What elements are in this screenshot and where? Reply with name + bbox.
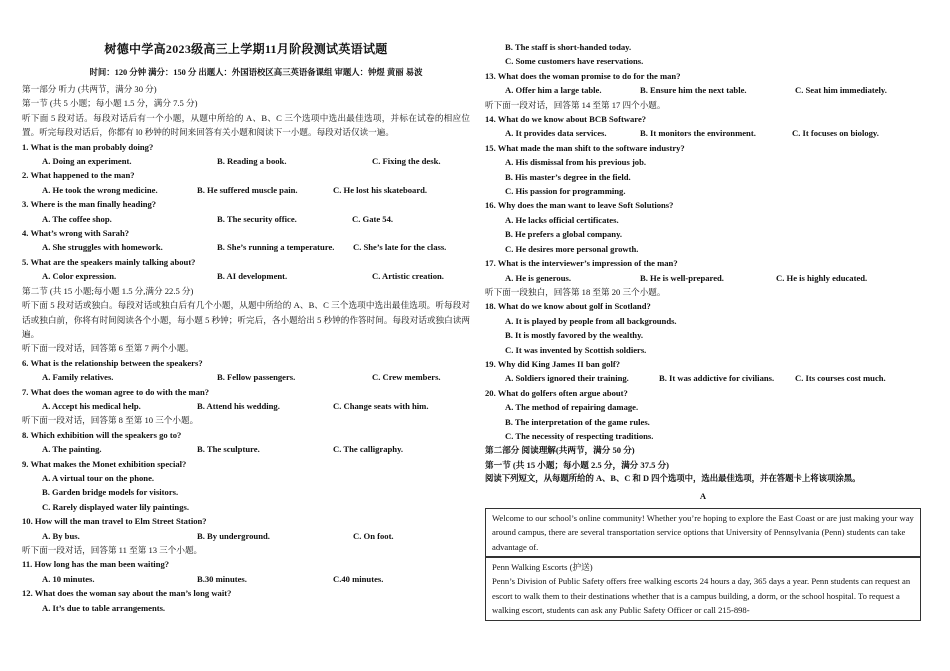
part2-section1-heading: 第一节 (共 15 小题；每小题 2.5 分，满分 37.5 分) [485, 459, 670, 470]
listen-instruction-6: 听下面一段对话，回答第 6 至第 7 两个小题。 [22, 343, 194, 354]
question-15-option-b: B. His master’s degree in the field. [505, 171, 631, 182]
question-20: 20. What do golfers often argue about? [485, 387, 628, 398]
question-2-options [22, 183, 470, 197]
option-b: B. By underground. [197, 530, 270, 541]
option-a: A. Doing an experiment. [42, 156, 132, 167]
option-a: A. Family relatives. [42, 372, 114, 383]
option-b: B. Attend his wedding. [197, 400, 280, 411]
part2-instructions: 阅读下列短文，从每题所给的 A、B、C 和 D 四个选项中，选出最佳选项，并在答题卡上将该项涂黑。 [485, 474, 861, 484]
question-19: 19. Why did King James II ban golf? [485, 358, 620, 369]
question-2: 2. What happened to the man? [22, 170, 135, 181]
option-b: B. It was addictive for civilians. [659, 373, 775, 384]
option-a: A. The coffee shop. [42, 213, 112, 224]
option-c: C. Artistic creation. [372, 271, 444, 282]
question-9-option-b: B. Garden bridge models for visitors. [42, 487, 179, 498]
walking-escorts-text: Penn’s Division of Public Safety offers free walking escorts 24 hours a day, 365 days a year. Penn students can request an escort to walk them to their destinations whether that is a campus building, a dorm, or the school hospital. To request a walking escort, students can ask any Public Safety Officer or call 215-898- [492, 576, 911, 616]
question-1-options [22, 154, 470, 168]
option-a: A. Soldiers ignored their training. [505, 373, 629, 384]
question-16-option-c: C. He desires more personal growth. [505, 243, 639, 254]
question-4-options [22, 240, 470, 254]
question-4: 4. What’s wrong with Sarah? [22, 228, 130, 239]
exam-meta: 时间：120 分钟 满分：150 分 出题人：外国语校区高三英语备课组 审题人：钟煜 黄丽 易波 [89, 68, 423, 77]
option-c: C. She’s late for the class. [353, 242, 447, 253]
question-18: 18. What do we know about golf in Scotland? [485, 301, 651, 312]
question-7-options [22, 399, 470, 413]
passage-label: A [699, 490, 707, 501]
option-b: B. AI development. [217, 271, 288, 282]
page-title: 树德中学高2023级高三上学期11月阶段测试英语试题 [104, 42, 388, 56]
question-6: 6. What is the relationship between the speakers? [22, 357, 203, 368]
question-16-option-b: B. He prefers a global company. [505, 229, 623, 240]
question-5-options [22, 269, 470, 283]
question-19-options [485, 371, 921, 385]
question-17: 17. What is the interviewer’s impression of the man? [485, 258, 678, 269]
question-12: 12. What does the woman say about the man’s long wait? [22, 588, 232, 599]
part2-heading: 第二部分 阅读理解(共两节，满分 50 分) [485, 445, 635, 456]
walking-escorts-title: Penn Walking Escorts (护送) [492, 562, 593, 572]
question-11-options [22, 572, 470, 586]
option-c: C. On foot. [353, 530, 394, 541]
question-7: 7. What does the woman agree to do with the man? [22, 386, 210, 397]
option-c: C. He is highly educated. [776, 272, 868, 283]
question-15-option-c: C. His passion for programming. [505, 186, 626, 197]
option-b: B. Ensure him the next table. [640, 85, 747, 96]
listen-instruction-11: 听下面一段对话，回答第 11 至第 13 三个小题。 [22, 545, 203, 555]
question-10: 10. How will the man travel to Elm Street Station? [22, 516, 207, 527]
option-b: B. He is well-prepared. [640, 272, 724, 283]
question-15-option-a: A. His dismissal from his previous job. [505, 157, 647, 168]
option-c: C. Fixing the desk. [372, 156, 441, 167]
option-b: B. The security office. [217, 213, 297, 224]
left-flow [22, 82, 470, 615]
option-a: A. By bus. [42, 530, 80, 541]
listen-instruction-8: 听下面一段对话，回答第 8 至第 10 三个小题。 [22, 415, 199, 426]
question-13-options [485, 83, 921, 97]
option-a: A. She struggles with homework. [42, 242, 163, 253]
option-c: C. The calligraphy. [333, 444, 404, 455]
option-a: A. 10 minutes. [42, 573, 95, 584]
question-6-options [22, 370, 470, 384]
option-b: B. He suffered muscle pain. [197, 184, 298, 195]
question-18-option-a: A. It is played by people from all backgrounds. [505, 315, 677, 326]
question-8-options [22, 442, 470, 456]
question-11: 11. How long has the man been waiting? [22, 559, 170, 570]
walking-escorts-box [485, 557, 921, 621]
question-20-option-a: A. The method of repairing damage. [505, 402, 639, 413]
question-12-option-a: A. It’s due to table arrangements. [42, 602, 166, 613]
option-c: C. Gate 54. [352, 213, 394, 224]
question-14-options [485, 126, 921, 140]
question-8: 8. Which exhibition will the speakers go to? [22, 429, 182, 440]
question-3-options [22, 212, 470, 226]
section1-heading: 第一节 (共 5 小题；每小题 1.5 分，满分 7.5 分) [22, 98, 198, 109]
option-a: A. Accept his medical help. [42, 400, 141, 411]
question-1: 1. What is the man probably doing? [22, 141, 154, 152]
option-b: B. Fellow passengers. [217, 372, 296, 383]
question-5: 5. What are the speakers mainly talking about? [22, 256, 196, 267]
question-12-option-b: B. The staff is short-handed today. [505, 42, 632, 52]
question-9: 9. What makes the Monet exhibition special? [22, 458, 187, 469]
passage-intro-text: Welcome to our school’s online community! Whether you’re hoping to explore the East Coast or are just making your way around campus, there are several transportation service options that University of Pennsylvania (Penn) students can take advantage of. [492, 513, 914, 552]
option-b: B. Reading a book. [217, 156, 287, 167]
question-9-option-a: A. A virtual tour on the phone. [42, 472, 155, 483]
section2-instructions: 听下面 5 段对话或独白。每段对话或独白后有几个小题，从题中所给的 A、B、C 三个选项中选出最佳选项。听每段对话或独白前，你将有时间阅读各个小题，每小题 5 秒钟；听完后，各小题给出 5 秒钟的作答时间。每段对话或独白读两遍。 [22, 300, 470, 339]
option-a: A. It provides data services. [505, 128, 607, 139]
section2-heading: 第二节 (共 15 小题;每小题 1.5 分,满分 22.5 分) [22, 285, 194, 296]
question-20-option-b: B. The interpretation of the game rules. [505, 416, 650, 427]
listen-instruction-14: 听下面一段对话，回答第 14 至第 17 四个小题。 [485, 99, 666, 110]
question-20-option-c: C. The necessity of respecting traditions. [505, 430, 654, 441]
question-13: 13. What does the woman promise to do for the man? [485, 70, 681, 81]
option-c: C. Crew members. [372, 372, 441, 383]
option-c: C. Change seats with him. [333, 400, 429, 411]
question-16: 16. Why does the man want to leave Soft Solutions? [485, 200, 674, 211]
question-18-option-c: C. It was invented by Scottish soldiers. [505, 344, 647, 355]
question-12-option-c: C. Some customers have reservations. [505, 56, 644, 67]
question-3: 3. Where is the man finally heading? [22, 199, 157, 210]
section1-instructions: 听下面 5 段对话。每段对话后有一个小题，从题中所给的 A、B、C 三个选项中选出最佳选项，并标在试卷的相应位置。听完每段对话后，你都有 l0 秒钟的时间来回答有关小题和阅读下一小题。每段对话仅读一遍。 [22, 112, 470, 138]
question-9-option-c: C. Rarely displayed water lily paintings. [42, 501, 189, 512]
part1-heading: 第一部分 听力 (共两节，满分 30 分) [22, 84, 157, 94]
option-a: A. He took the wrong medicine. [42, 184, 158, 195]
question-18-option-b: B. It is mostly favored by the wealthy. [505, 330, 644, 341]
option-a: A. Offer him a large table. [505, 85, 602, 96]
listen-instruction-18: 听下面一段独白，回答第 18 至第 20 三个小题。 [485, 286, 666, 297]
question-16-option-a: A. He lacks official certificates. [505, 214, 619, 225]
option-b: B. It monitors the environment. [640, 128, 756, 139]
question-17-options [485, 271, 921, 285]
option-c: C. Its courses cost much. [795, 373, 886, 384]
option-a: A. He is generous. [505, 272, 571, 283]
option-b: B.30 minutes. [197, 573, 247, 584]
option-b: B. She’s running a temperature. [217, 242, 335, 253]
option-a: A. Color expression. [42, 271, 117, 282]
option-a: A. The painting. [42, 444, 102, 455]
option-c: C. He lost his skateboard. [333, 184, 428, 195]
option-c: C.40 minutes. [333, 573, 384, 584]
right-flow [485, 40, 921, 503]
question-10-options [22, 529, 470, 543]
question-14: 14. What do we know about BCB Software? [485, 114, 647, 125]
passage-intro-box [485, 508, 921, 557]
question-15: 15. What made the man shift to the software industry? [485, 142, 685, 153]
option-c: C. It focuses on biology. [792, 128, 879, 139]
option-b: B. The sculpture. [197, 444, 260, 455]
option-c: C. Seat him immediately. [795, 85, 887, 96]
